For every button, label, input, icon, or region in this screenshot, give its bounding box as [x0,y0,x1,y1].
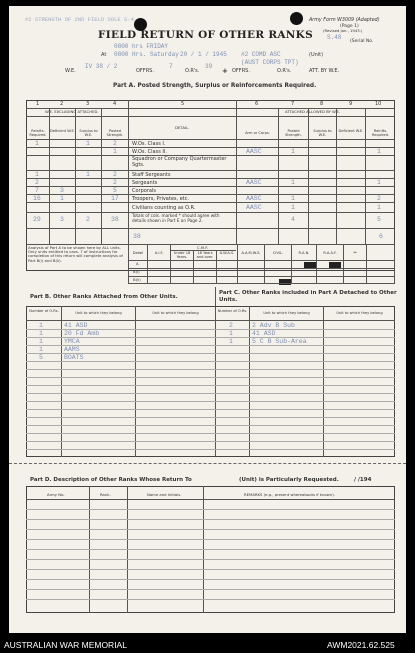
r4-c4: 2 [113,171,117,178]
part-b-row1-num: 1 [39,322,43,329]
hdr-deficient-right: Deficient W.E. [338,129,364,133]
form-number: Army Form W3009 (Adapted) [309,18,380,23]
form-revised: (Revised Jan., 1943.) [323,28,363,33]
r7-c2: 1 [60,195,64,202]
part-b-row4-unit: AAMS [64,346,80,353]
hdr-surplus-left: Surplus to W.E. [79,129,98,137]
col-num-10: 10 [375,101,382,107]
part-c-row1-num: 2 [229,322,233,329]
part-a-title: Part A. Posted Strength, Surplus or Reinforcements Required. [113,83,317,89]
col-num-8: 8 [320,101,324,107]
time-typed: 0800 hrs FRIDAY [114,43,169,50]
r7-arm: AASC [246,195,262,202]
part-b-row5-num: 5 [39,354,43,361]
col-num-7: 7 [291,101,295,107]
at-label: At [101,52,107,58]
analysis-row-a: A [136,261,139,266]
r5-c1: 2 [35,179,39,186]
top-typed-text: #2 STRENGTH OF 2ND FIELD SOLE S-4 [25,16,134,23]
form-page [9,6,406,633]
part-b-row3-num: 1 [39,338,43,345]
ors-label-2: O.R's. [277,68,292,74]
part-c-unit2-hdr: Unit to which they belong [336,311,383,315]
r4-c1: 1 [35,171,39,178]
part-b-unit-hdr: Unit to which they belong [75,311,122,315]
footer-left: AUSTRALIAN WAR MEMORIAL [4,640,127,650]
left-group-header: W.E. EXCLUDING ATTACHED. [45,109,99,114]
part-d-rank-hdr: Rank. [100,492,111,497]
serial-label: (Serial No. [350,39,374,44]
analysis-aif-hdr: A.I.F. [154,251,164,255]
part-b-unit2-hdr: Unit to which they belong [152,311,199,315]
part-c-row2-num: 1 [229,330,233,337]
analysis-under18-hdr: Under 18 Years. [173,251,191,259]
part-c-num-hdr: Number of O.Rs. [217,309,248,313]
part-b-row5-unit: BOATS [64,354,84,361]
part-d-army-no-hdr: Army No. [47,492,65,497]
analysis-awas-hdr: A.W.A.S. [219,251,235,255]
analysis-aamws-hdr: A.A.M.W.S. [241,251,261,255]
part-c-row3-num: 1 [229,338,233,345]
analysis-total-detail: 38 [133,233,141,240]
analysis-text: Analysis of Part A to be shown here by ALL units. Only units entitled to cavs. 7 of instructions for completion of this return will complete analysis of Part B(i) and B(ii). [28,245,123,263]
r2-c7: 1 [291,148,295,155]
date-typed: 20 / 1 / 1945 [180,51,227,58]
part-c-row3-unit: 5 C B Sub-Area [252,338,307,345]
r8-c7: 1 [291,204,295,211]
col-num-5: 5 [181,101,185,107]
col-num-3: 3 [86,101,90,107]
part-b-row3-unit: YMCA [64,338,80,345]
we-typed: IV 38 / 2 [85,63,118,70]
total-c7: 4 [291,216,295,223]
r2-c4: 1 [113,148,117,155]
r5-c4: 2 [113,179,117,186]
r5-arm: AASC [246,179,262,186]
analysis-civil-hdr: CIVIL. [272,251,284,255]
total-c2: 3 [60,216,64,223]
r7-c10: 2 [377,195,381,202]
r8-arm: AASC [246,204,262,211]
col-num-9: 9 [349,101,353,107]
part-b-row1-unit: 41 ASD [64,322,88,329]
totals-label: Totals of cols. marked * should agree with details shown in Part E on Page 2. [132,213,220,223]
total-c4: 38 [111,216,119,223]
detail-row-3: Squadron or Company Quartermaster Sgts. [132,156,227,168]
hdr-deficient-left: Deficient W.E. [50,129,75,133]
part-b-num-hdr: Number of O.Rs. [29,309,59,313]
unit-label: (Unit) [309,52,324,58]
part-d-title-date: / /194 [354,477,372,483]
r4-c3: 1 [86,171,90,178]
part-d-remarks-hdr: REMARKS (e.g., present whereabouts if known). [244,492,335,497]
part-c-row2-unit: 41 ASD [252,330,276,337]
r5-c7: 1 [291,179,295,186]
we-label: W.E. [65,68,76,74]
form-page-number: (Page 1) [340,24,359,29]
r7-c4: 17 [111,195,119,202]
r2-arm: AASC [246,148,262,155]
ors-typed: 39 [205,63,213,70]
detail-row-5: Sergeants [132,180,158,186]
part-b-title: Part B. Other Ranks Attached from Other Units. [30,294,178,300]
hdr-reinfts-left: Reinfts. Required. [29,129,47,137]
hdr-reinfts-right: Reinfts. Required. [371,129,390,137]
total-c3: 2 [86,216,90,223]
unit-typed: #2 COMD ASC [241,51,281,58]
analysis-total-right: 6 [379,233,383,240]
hdr-surplus-right: Surplus to W.E. [313,129,332,137]
analysis-raaf-hdr: R.A.A.F. [323,251,337,255]
part-b-row4-num: 1 [39,346,43,353]
r6-c4: 5 [113,187,117,194]
right-group-header: ATTACHED ALLOWED BY W.E. [285,109,341,114]
r7-c7: 1 [291,195,295,202]
detail-row-6: Corporals [132,188,156,194]
offrs-typed: 7 [169,63,173,70]
at-typed: 0800 Hrs. Saturday [114,51,179,58]
offrs-label-2: OFFRS. [232,68,250,74]
analysis-ran-hdr: R.A.N. [298,251,310,255]
plus-sign: + [222,67,228,75]
r1-c1: 1 [35,140,39,147]
analysis-over18-hdr: 18 Years and over. [196,251,214,259]
analysis-detail-hdr: Detail [132,251,144,255]
part-b-row2-num: 1 [39,330,43,337]
att-label: ATT. BY W.E. [309,68,340,74]
punch-hole-right [290,12,303,25]
part-b-row2-unit: 20 Fd Amb [64,330,100,337]
total-c1: 29 [33,216,41,223]
analysis-row-bii: B(ii) [133,277,141,282]
col-num-6: 6 [255,101,259,107]
footer-right: AWM2021.62.525 [327,640,395,650]
hdr-arm: Arm or Corps. [245,131,270,135]
r7-c1: 16 [33,195,41,202]
detail-row-1: W.Os. Class I. [132,141,166,147]
part-d-name-hdr: Name and Initials. [147,492,182,497]
tear-line [9,463,406,464]
col-num-2: 2 [60,101,64,107]
serial-value: S.48 [327,34,342,41]
ors-label: O.R's. [185,68,200,74]
r2-c10: 1 [377,148,381,155]
detail-row-2: W.Os. Class II. [132,149,167,155]
cmf-label: C.M.F. [197,245,209,250]
analysis-row-bi: B(i) [133,269,140,274]
r5-c10: 1 [377,179,381,186]
analysis-other-hdr: ** [353,251,357,255]
hdr-posted-left: Posted Strength. [106,129,124,137]
offrs-label: OFFRS. [136,68,154,74]
detail-row-8: Civilians counting as O.R. [132,205,196,211]
r1-c4: 2 [113,140,117,147]
col-num-4: 4 [113,101,117,107]
part-d-title: Part D. Description of Other Ranks Whose Return To [30,477,192,483]
r1-c3: 1 [86,140,90,147]
part-c-unit-hdr: Unit to which they belong [263,311,310,315]
r6-c1: 7 [35,187,39,194]
detail-row-7: Troopers, Privates, etc. [132,196,190,202]
part-c-title: Part C. Other Ranks included in Part A Detached to Other Units. [219,290,397,303]
detail-row-4: Staff Sergeants [132,172,171,178]
part-c-row1-unit: 2 Adv B Sub [252,322,295,329]
total-c10: 5 [377,216,381,223]
hdr-posted-right: Posted Strength. [285,129,302,137]
part-d-title-mid: (Unit) is Particularly Requested. [239,477,339,483]
col-num-1: 1 [36,101,40,107]
r6-c2: 3 [60,187,64,194]
unit-sub-typed: (AUST CORPS TPT) [241,59,299,66]
form-title: FIELD RETURN OF OTHER RANKS [98,29,313,41]
r8-c10: 1 [377,204,381,211]
detail-header: DETAIL. [175,125,190,130]
